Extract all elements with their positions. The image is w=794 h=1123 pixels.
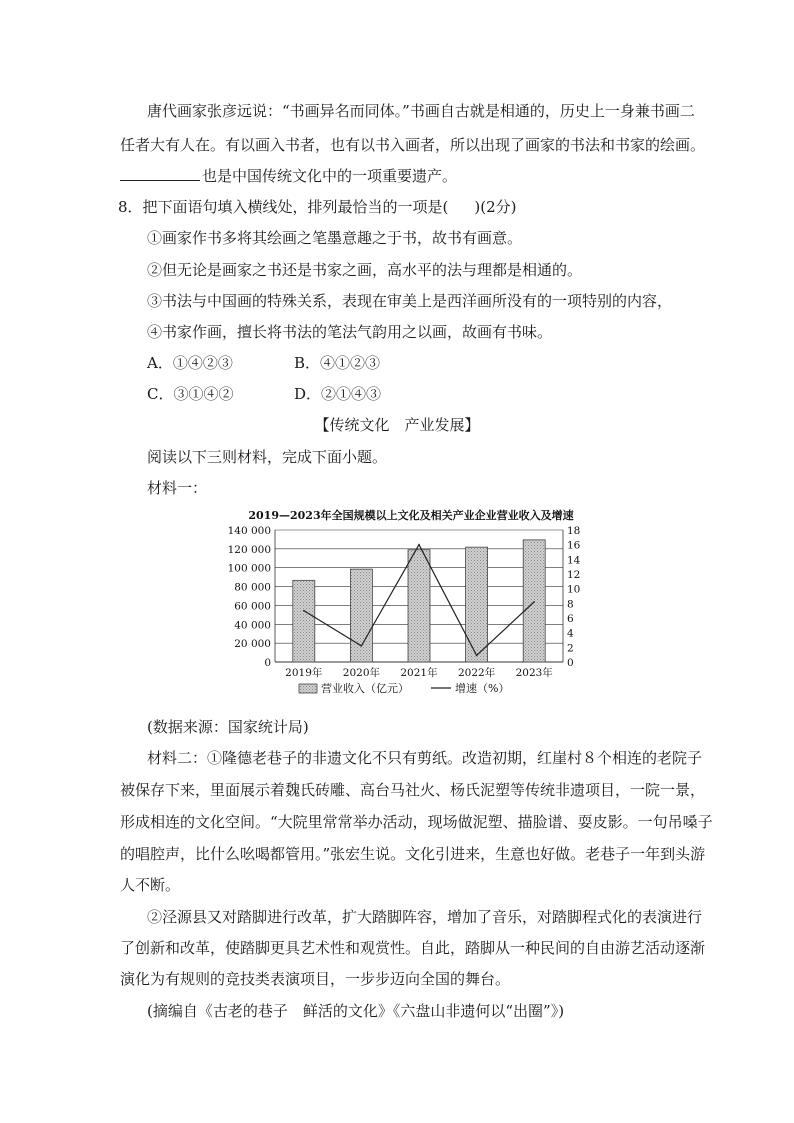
revenue-bar — [523, 540, 545, 662]
right-tick-label: 14 — [567, 554, 581, 567]
x-tick-label: 2023年 — [515, 667, 553, 679]
material-2-line-3: 形成相连的文化空间。“大院里常常举办活动，现场做泥塑、描脸谱、耍皮影。一句吊嗓子 — [120, 813, 713, 831]
right-tick-label: 4 — [567, 627, 574, 640]
left-tick-label: 20 000 — [234, 638, 271, 651]
material-2-line-1: 材料二：①隆德老巷子的非遗文化不只有剪纸。改造初期，红崖村８个相连的老院子 — [147, 749, 703, 767]
x-tick-label: 2021年 — [400, 667, 438, 679]
revenue-bar — [466, 547, 488, 662]
paragraph-2-line-3: 演化为有规则的竞技类表演项目，一步步迈向全国的舞台。 — [120, 970, 511, 988]
material-2-line-4: 的唱腔声，比什么吆喝都管用。”张宏生说。文化引进来，生意也好做。老巷子一年到头游 — [120, 845, 706, 863]
fill-in-blank — [120, 166, 200, 181]
legend-bar-label: 营业收入（亿元） — [321, 682, 409, 695]
sentence-4: ④书家作画，擅长将书法的笔法气韵用之以画，故画有书味。 — [147, 323, 553, 341]
left-tick-label: 40 000 — [234, 619, 271, 632]
right-tick-label: 8 — [567, 598, 574, 611]
question-8-stem-after: )(2分) — [474, 198, 517, 216]
growth-point — [418, 544, 420, 546]
left-tick-label: 0 — [264, 657, 271, 669]
intro-line-2: 任者大有人在。有以画入书者，也有以书入画者，所以出现了画家的书法和书家的绘画。 — [120, 136, 706, 154]
material-2-line-5: 人不断。 — [120, 876, 181, 894]
right-tick-label: 18 — [567, 525, 581, 537]
left-tick-label: 140 000 — [227, 525, 271, 537]
data-source: (数据来源：国家统计局) — [147, 718, 309, 736]
x-tick-label: 2019年 — [285, 667, 323, 679]
right-tick-label: 2 — [567, 642, 574, 655]
option-d: D．②①④③ — [294, 385, 382, 403]
section-title: 【传统文化 产业发展】 — [314, 416, 480, 434]
legend-line-label: 增速（%） — [455, 682, 510, 695]
chart-title: 2019—2023年全国规模以上文化及相关产业企业营业收入及增速 — [248, 509, 574, 522]
legend-bar-swatch — [299, 684, 317, 693]
growth-point — [361, 645, 363, 647]
left-tick-label: 120 000 — [227, 543, 271, 556]
left-tick-label: 60 000 — [234, 600, 271, 613]
right-tick-label: 0 — [567, 657, 574, 669]
growth-point — [533, 601, 535, 603]
right-tick-label: 6 — [567, 613, 574, 625]
material-1-label: 材料一： — [147, 479, 208, 497]
instruction: 阅读以下三则材料，完成下面小题。 — [147, 448, 388, 466]
revenue-bar — [408, 550, 430, 662]
right-tick-label: 16 — [567, 539, 581, 552]
option-c: C．③①④② — [147, 385, 234, 403]
paragraph-2-line-2: 了创新和改革，使踏脚更具艺术性和观赏性。自此，踏脚从一种民间的自由游艺活动逐渐 — [120, 939, 706, 957]
intro-line-3-text: 也是中国传统文化中的一项重要遗产。 — [202, 167, 458, 185]
material-2-line-2: 被保存下来，里面展示着魏氏砖雕、高台马社火、杨氏泥塑等传统非遗项目，一院一景， — [120, 781, 706, 799]
x-tick-label: 2020年 — [342, 667, 381, 679]
growth-point — [303, 610, 305, 612]
right-tick-label: 10 — [567, 583, 581, 596]
sentence-1: ①画家作书多将其绘画之笔墨意趣之于书，故书有画意。 — [147, 229, 523, 247]
revenue-growth-chart — [225, 503, 597, 708]
sentence-3: ③书法与中国画的特殊关系，表现在审美上是西洋画所没有的一项特别的内容， — [147, 292, 673, 310]
left-tick-label: 100 000 — [227, 562, 271, 575]
left-tick-label: 80 000 — [234, 581, 271, 594]
paragraph-2-line-1: ②泾源县又对踏脚进行改革，扩大踏脚阵容，增加了音乐，对踏脚程式化的表演进行 — [147, 908, 703, 926]
right-tick-label: 12 — [567, 569, 581, 581]
question-8-stem-before: 8．把下面语句填入横线处，排列最恰当的一项是( — [118, 198, 449, 216]
intro-line-1: 唐代画家张彦远说：“书画异名而同体。”书画自古就是相通的，历史上一身兼书画二 — [147, 102, 695, 120]
option-b: B．④①②③ — [294, 354, 381, 372]
revenue-bar — [350, 569, 372, 662]
x-tick-label: 2022年 — [457, 667, 496, 679]
revenue-bar — [293, 580, 315, 662]
sentence-2: ②但无论是画家之书还是书家之画，高水平的法与理都是相通的。 — [147, 261, 583, 279]
question-8-stem — [118, 197, 517, 217]
intro-line-3 — [120, 166, 457, 186]
citation: (摘编自《古老的巷子 鲜活的文化》《六盘山非遗何以“出圈”》) — [147, 1002, 565, 1020]
option-a: A．①④②③ — [147, 354, 233, 372]
growth-point — [476, 655, 478, 657]
